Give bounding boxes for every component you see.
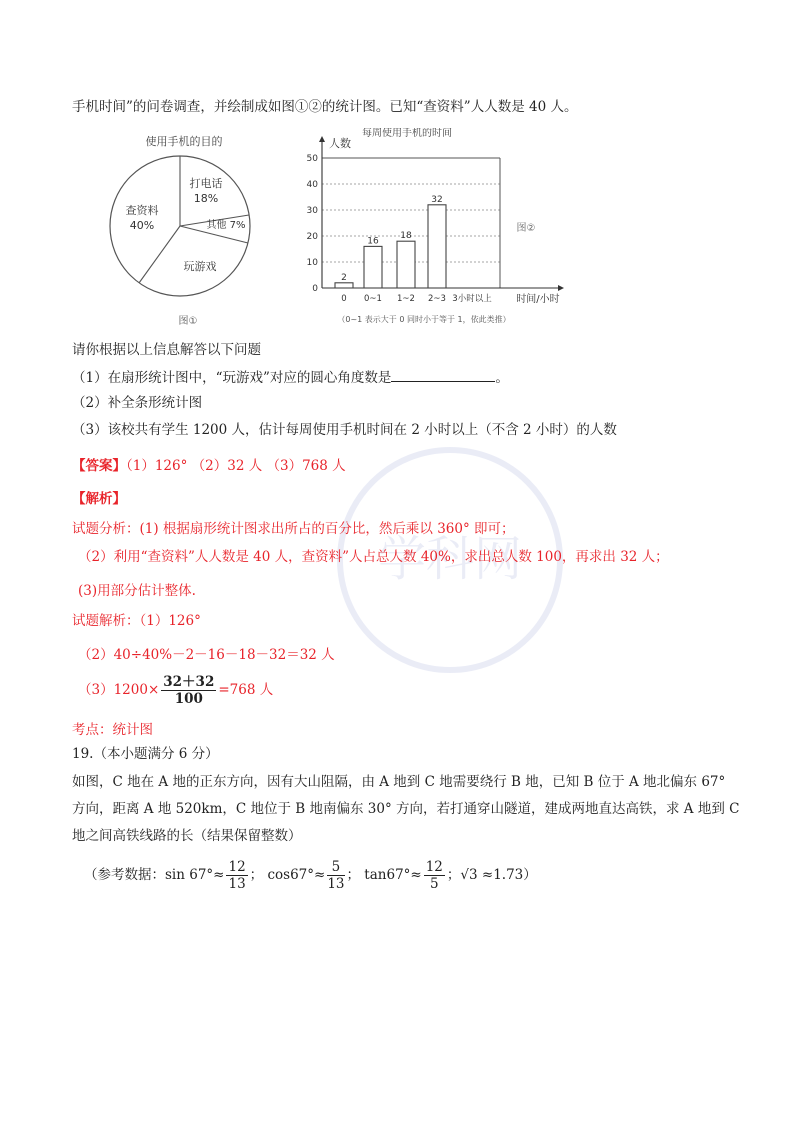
bar-value-label: 2 (341, 272, 347, 283)
x-tick-label: 1~2 (397, 294, 415, 304)
y-axis-arrow (319, 136, 325, 142)
problem-19-header: 19.（本小题满分 6 分） (72, 746, 219, 762)
ref-cos-num: 5 (327, 859, 344, 876)
y-tick-label: 30 (306, 206, 318, 216)
analysis-line-3: (3)用部分估计整体. (78, 583, 196, 599)
question-1-end: 。 (495, 370, 509, 386)
ref-sin-den: 13 (228, 876, 246, 892)
pie-label-other: 其他 7% (206, 220, 246, 231)
question-1-text: （1）在扇形统计图中，“玩游戏”对应的圆心角度数是 (72, 370, 392, 386)
analysis-line-6-pre: （3）1200× (78, 682, 160, 698)
ref-sqrt: ；√3 ≈1.73） (446, 867, 537, 883)
bar-title: 每周使用手机的时间 (362, 128, 452, 139)
bar-value-label: 32 (431, 194, 443, 205)
answer-text: （1）126° （2）32 人 （3）768 人 (126, 458, 346, 474)
pie-pct-research: 40% (129, 219, 155, 232)
ref-tan: ； tan67°≈ (346, 867, 422, 883)
ref-prefix: （参考数据： (84, 867, 165, 883)
pie-title: 使用手机的目的 (145, 135, 223, 148)
problem-19-line-2: 方向，距离 A 地 520km，C 地位于 B 地南偏东 30° 方向，若打通穿山隧道，建成两地直达高铁，求 A 地到 C (72, 801, 740, 817)
fraction-denominator: 100 (174, 691, 203, 707)
watermark-text: 学科网 (377, 531, 523, 587)
question-2: （2）补全条形统计图 (72, 395, 203, 411)
ref-sin: sin 67°≈ (165, 867, 225, 883)
ref-tan-fraction (424, 859, 445, 892)
analysis-line-2: （2）利用“查资料”人人数是 40 人，查资料”人占总人数 40%，求出总人数 100，再求出 32 人； (78, 549, 669, 565)
ref-tan-num: 12 (425, 859, 443, 875)
bar (364, 246, 382, 288)
bar (397, 241, 415, 288)
pie-chart (108, 128, 268, 328)
bar-value-label: 16 (367, 236, 379, 247)
y-tick-label: 40 (306, 180, 318, 190)
pie-label-call: 打电话 (189, 177, 223, 190)
answer-blank (391, 367, 495, 382)
answer-label: 【答案】 (72, 458, 126, 474)
y-tick-label: 20 (306, 232, 318, 242)
fraction-numerator: 32＋32 (163, 674, 215, 690)
analysis-heading: 【解析】 (72, 491, 126, 507)
answer-line (72, 456, 346, 476)
analysis-line-6 (78, 672, 273, 708)
kaodian: 考点：统计图 (72, 722, 153, 738)
y-tick-label: 50 (306, 154, 318, 164)
bar (428, 205, 446, 288)
bar-ylabel: 人数 (329, 137, 351, 150)
y-tick-label: 0 (312, 284, 318, 294)
bar-fig-label: 图② (516, 223, 536, 234)
ref-cos-fraction (327, 859, 344, 892)
pie-divider-4 (139, 226, 180, 283)
analysis-fraction (161, 674, 216, 707)
analysis-line-5: （2）40÷40%－2－16－18－32＝32 人 (78, 647, 335, 663)
x-tick-label: 0 (341, 294, 347, 304)
bar-note: （0~1 表示大于 0 同时小于等于 1，依此类推） (337, 315, 511, 324)
x-tick-label: 0~1 (364, 294, 382, 304)
pie-label-research: 查资料 (125, 204, 159, 217)
bar-chart (300, 128, 570, 328)
analysis-line-4: 试题解析：（1）126° (72, 613, 201, 629)
ref-cos: ； cos67°≈ (249, 867, 326, 883)
bar (335, 283, 353, 288)
pie-label-game: 玩游戏 (183, 260, 217, 273)
bar-xlabel: 时间/小时 (516, 294, 560, 305)
pie-fig-label: 图① (178, 316, 198, 327)
x-tick-label: 2~3 (428, 294, 446, 304)
analysis-line-1: 试题分析：(1) 根据扇形统计图求出所占的百分比，然后乘以 360° 即可； (72, 521, 515, 537)
ref-tan-den: 5 (430, 876, 439, 892)
intro-text: 手机时间”的问卷调查，并绘制成如图①②的统计图。已知“查资料”人人数是 40 人。 (72, 99, 578, 115)
pie-pct-call: 18% (193, 192, 219, 205)
x-axis-arrow (558, 285, 564, 291)
problem-19-line-1: 如图，C 地在 A 地的正东方向，因有大山阻隔，由 A 地到 C 地需要绕行 B 地，已知 B 位于 A 地北偏东 67° (72, 774, 726, 790)
bar-value-label: 18 (400, 231, 412, 242)
ref-sin-num: 12 (228, 859, 246, 875)
y-tick-label: 10 (306, 258, 318, 268)
x-tick-label: 3小时以上 (452, 294, 492, 304)
questions-prompt: 请你根据以上信息解答以下问题 (72, 342, 261, 358)
ref-sin-fraction (226, 859, 247, 892)
reference-data (84, 857, 537, 893)
question-3: （3）该校共有学生 1200 人，估计每周使用手机时间在 2 小时以上（不含 2 小时）的人数 (72, 422, 617, 438)
question-1 (72, 367, 509, 388)
problem-19-line-3: 地之间高铁线路的长（结果保留整数） (72, 828, 302, 844)
ref-cos-den: 13 (327, 876, 345, 892)
analysis-line-6-post: =768 人 (218, 682, 274, 698)
